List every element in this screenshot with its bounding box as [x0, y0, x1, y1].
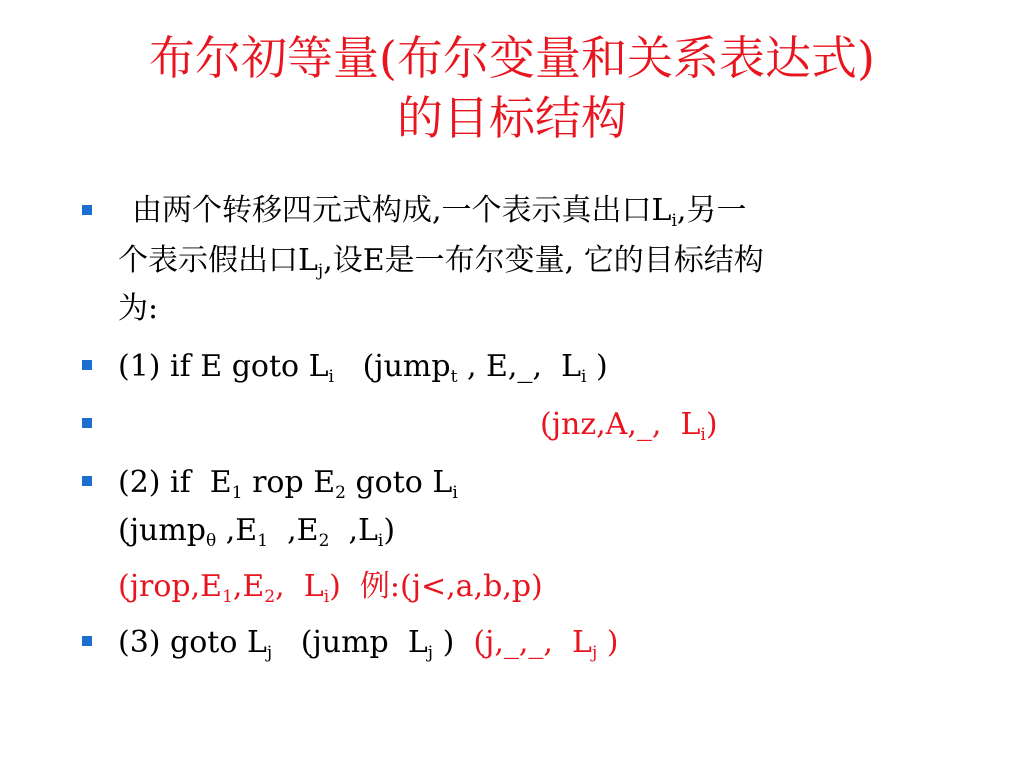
item2-red-line	[118, 564, 543, 610]
text-run: )	[705, 407, 718, 442]
text-run: ,E	[216, 513, 258, 548]
subscript: 1	[222, 587, 233, 607]
text-run: (1) if E goto L	[118, 349, 329, 384]
subscript: j	[266, 643, 273, 663]
text-run: 为:	[118, 291, 159, 326]
text-run: ,E	[268, 513, 319, 548]
text-run: )	[433, 625, 474, 660]
title-line-1: 布尔初等量(布尔变量和关系表达式)	[149, 31, 875, 85]
bullet-marker	[82, 636, 92, 646]
text-run: (jnz,A,_, L	[540, 407, 701, 442]
text-run: ) 例:(j<,a,b,p)	[329, 569, 543, 604]
text-run: (jump L	[272, 625, 428, 660]
subscript: j	[317, 261, 324, 281]
text-run: (3) goto L	[118, 625, 267, 660]
item3-line	[118, 620, 618, 666]
text-run: )	[383, 513, 396, 548]
subscript: t	[450, 367, 458, 387]
subscript: i	[671, 211, 677, 231]
bullet-marker	[82, 418, 92, 428]
item1-line	[118, 344, 608, 390]
subscript: i	[377, 531, 384, 551]
bullet-marker	[82, 360, 92, 370]
title-line-2: 的目标结构	[397, 91, 627, 145]
item1-red-line	[540, 402, 718, 448]
subscript: 2	[318, 531, 330, 551]
text-run: (2) if E	[118, 465, 232, 500]
text-run: (jump	[118, 513, 206, 548]
subscript: 1	[257, 531, 269, 551]
text-run: , L	[275, 569, 324, 604]
bullet1-line-1	[132, 188, 746, 234]
bullet-marker	[82, 476, 92, 486]
text-run: (jrop,E	[118, 569, 223, 604]
text-run: 由两个转移四元式构成,一个表示真出口L	[132, 193, 672, 228]
text-run: goto L	[345, 465, 453, 500]
subscript: 2	[264, 587, 276, 607]
subscript: 1	[231, 483, 243, 503]
text-run: (jump	[333, 349, 451, 384]
bullet1-line-3	[118, 286, 158, 332]
subscript: j	[427, 643, 434, 663]
item2-line-2	[118, 508, 395, 554]
subscript: i	[581, 367, 587, 387]
subscript: i	[323, 587, 330, 607]
text-run: rop E	[242, 465, 336, 500]
subscript: j	[591, 643, 598, 663]
subscript: 2	[335, 483, 346, 503]
text-run: , E,_, L	[457, 349, 581, 384]
bullet-marker	[82, 205, 92, 215]
item2-line-1	[118, 460, 458, 506]
text-run: ,L	[329, 513, 378, 548]
text-run: )	[586, 349, 608, 384]
text-run: )	[597, 625, 619, 660]
text-run: ,设E是一布尔变量, 它的目标结构	[323, 243, 764, 278]
subscript: i	[452, 483, 458, 503]
subscript: θ	[205, 531, 217, 551]
bullet1-line-2	[118, 238, 764, 284]
text-run: 个表示假出口L	[118, 243, 318, 278]
subscript: i	[328, 367, 334, 387]
text-run: ,E	[232, 569, 265, 604]
text-run: ,另一	[676, 193, 747, 228]
subscript: i	[700, 425, 706, 445]
text-run: (j,_,_, L	[473, 625, 592, 660]
